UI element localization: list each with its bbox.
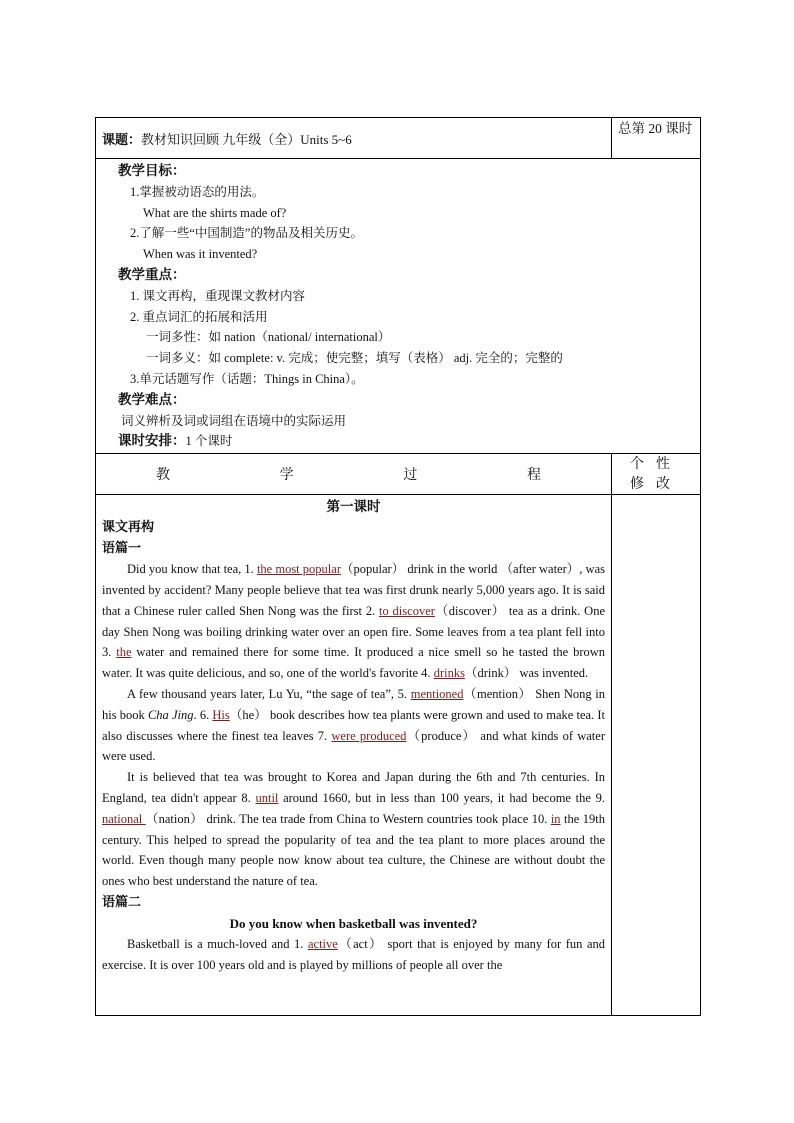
schedule-label: 课时安排： — [118, 433, 186, 450]
key-point-3: 3.单元话题写作（话题：Things in China）。 — [130, 371, 364, 386]
difficulty-text: 词义辨析及词或词组在语境中的实际运用 — [121, 413, 347, 428]
topic-text: 教材知识回顾 九年级（全）Units 5~6 — [141, 131, 352, 147]
answer-blank: to discover — [379, 603, 435, 618]
goal-1-example: What are the shirts made of? — [143, 205, 287, 220]
process-title-char-2: 学 — [279, 467, 294, 484]
answer-blank: national — [102, 811, 146, 826]
process-title-char-3: 过 — [403, 467, 418, 484]
key-point-2: 2. 重点词汇的拓展和活用 — [130, 309, 268, 324]
answer-blank: active — [307, 936, 338, 951]
lesson-title: 第一课时 — [326, 499, 381, 516]
passage-2-label: 语篇二 — [102, 894, 142, 910]
answer-blank: His — [212, 707, 230, 722]
passage-2-title: Do you know when basketball was invented? — [229, 915, 478, 931]
process-title-char-1: 教 — [156, 467, 170, 484]
difficulty-heading: 教学难点： — [118, 391, 186, 408]
key-points-heading: 教学重点： — [118, 266, 186, 283]
process-title-cell — [96, 454, 612, 495]
book-title: Cha Jing — [147, 707, 194, 722]
goal-2-example: When was it invented? — [143, 247, 258, 262]
answer-blank: the most popular — [256, 562, 341, 577]
passage-1-paragraph-2: A few thousand years later, Lu Yu, “the sage of tea”, 5. mentioned（mention） Shen Nong in his book Cha Jing. 6. His（he） book describes how tea plants were grown and used to make tea. It also discusses where the finest tea leaves 7. were produced（produce） and what kinds of water were used. — [102, 686, 605, 764]
answer-blank: mentioned — [410, 686, 464, 701]
goal-1: 1.掌握被动语态的用法。 — [130, 184, 265, 199]
key-point-2-sub-2: 一词多义：如 complete: v. 完成；使完整；填写（表格） adj. 完全的；完整的 — [146, 351, 563, 366]
lesson-count-cell — [612, 118, 701, 159]
passage-1-paragraph-1: Did you know that tea, 1. the most popular（popular） drink in the world （after water）, was invented by accident? Many people believe that tea was first drunk nearly 5,000 years ago. It is said that a Chinese ruler called Shen Nong was the first 2. to discover（discover） tea as a drink. One day Shen Nong was boiling drinking water over an open fire. Some leaves from a tea plant fell into 3. the water and remained there for some time. It produced a nice smell so he tasted the brown water. It was quite delicious, and so, one of the world's favorite 4. drinks（drink） was invented. — [102, 562, 606, 681]
objectives-cell — [96, 159, 701, 454]
passage-1-paragraph-3: It is believed that tea was brought to Korea and Japan during the 6th and 7th centuries. In England, tea didn't appear 8. until around 1660, but in less than 100 years, it had become the 9. national （nation） drink. The tea trade from China to Western countries took place 10. in the 19th century. This helped to spread the popularity of tea and the tea plant to more places around the world. Even though many people now know about tea culture, the Chinese are without doubt the ones who best understand the nature of tea. — [102, 770, 605, 889]
key-point-1: 1. 课文再构，重现课文教材内容 — [130, 288, 306, 303]
topic-cell — [96, 118, 612, 159]
section-title: 课文再构 — [102, 520, 155, 536]
lesson-count: 总第 20 课时 — [618, 121, 693, 136]
answer-blank: until — [255, 790, 279, 805]
answer-blank: in — [550, 811, 561, 826]
key-point-2-sub-1: 一词多性：如 nation（national/ international） — [146, 330, 391, 345]
teaching-content-cell — [96, 495, 612, 1016]
passage-2-paragraph-1: Basketball is a much-loved and 1. active（act） sport that is enjoyed by many for fun and exercise. It is over 100 years old and is played by millions of people all over the — [102, 936, 605, 972]
answer-blank: drinks — [433, 666, 465, 681]
modification-title-cell — [612, 454, 701, 495]
answer-blank: were produced — [331, 728, 407, 743]
answer-blank: the — [116, 645, 132, 660]
modification-column — [612, 495, 701, 1016]
lesson-plan-table — [95, 117, 701, 1016]
goal-2: 2.了解一些“中国制造”的物品及相关历史。 — [130, 226, 363, 241]
modification-title: 个性修改 — [630, 456, 682, 493]
passage-1-label: 语篇一 — [102, 541, 142, 557]
topic-label: 课题： — [102, 132, 142, 148]
process-title-char-4: 程 — [526, 467, 541, 484]
goals-heading: 教学目标： — [118, 163, 186, 179]
schedule-text: 1 个课时 — [185, 434, 233, 449]
